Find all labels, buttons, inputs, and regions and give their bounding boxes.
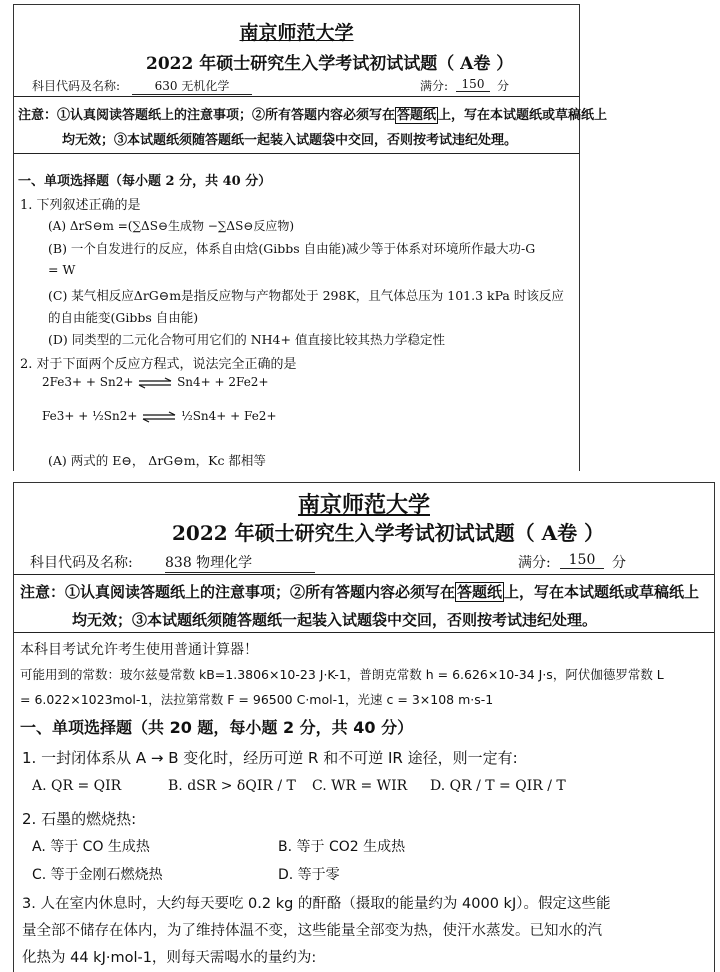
- subject-code-label: 科目代码及名称:: [32, 79, 121, 93]
- notice-suffix: 上，写在本试题纸或草稿纸上: [504, 583, 700, 601]
- divider: [14, 632, 714, 633]
- subject-code-label: 科目代码及名称:: [30, 555, 133, 571]
- exam-title: 2022 年硕士研究生入学考试初试试题（ A卷 ）: [146, 54, 514, 74]
- equilibrium-arrow-icon: [137, 377, 173, 389]
- question-2-stem: 2. 石墨的燃烧热:: [22, 810, 137, 828]
- university-name: 南京师范大学: [297, 492, 430, 518]
- equation-2-left: Fe3+ + ½Sn2+: [42, 409, 138, 423]
- question-2-option-c: C. 等于金刚石燃烧热: [32, 867, 163, 883]
- full-score-unit: 分: [612, 555, 626, 571]
- equation-1: [42, 375, 269, 389]
- constants-line-2: = 6.022×1023mol-1，法拉第常数 F = 96500 C·mol-1，光速 c = 3×108 m·s-1: [20, 692, 494, 707]
- option-a-label: (A): [48, 219, 67, 233]
- question-1-option-c: (C) 某气相反应ΔrG⊖m是指反应物与产物都处于 298K，且气体总压为 101.3 kPa 时该反应: [48, 288, 564, 303]
- question-1-option-b: (B) 一个自发进行的反应，体系自由焓(Gibbs 自由能)减少等于体系对环境所作最大功-G: [48, 241, 536, 256]
- question-2-option-b: B. 等于 CO2 生成热: [278, 839, 406, 855]
- notice-prefix: 注意：①认真阅读答题纸上的注意事项；②所有答题内容必须写在: [18, 108, 396, 123]
- question-1-stem: 1. 一封闭体系从 A → B 变化时，经历可逆 R 和不可逆 IR 途径，则一定有:: [22, 749, 518, 767]
- notice-prefix: 注意：①认真阅读答题纸上的注意事项；②所有答题内容必须写在: [20, 583, 456, 601]
- question-2-option-d: D. 等于零: [278, 867, 340, 883]
- question-2-option-a: A. 等于 CO 生成热: [32, 839, 150, 855]
- question-3-line-2: 量全部不储存在体内，为了维持体温不变，这些能量全部变为热，使汗水蒸发。已知水的汽: [22, 923, 602, 939]
- exam-sheet-physical-chemistry: [0, 482, 720, 971]
- divider: [14, 574, 714, 575]
- equation-1-left: 2Fe3+ + Sn2+: [42, 375, 134, 389]
- full-score-label: 满分:: [518, 555, 551, 571]
- equilibrium-arrow-icon: [141, 411, 177, 423]
- question-1-option-c-cont: 的自由能变(Gibbs 自由能): [48, 310, 199, 325]
- question-1-option-a: [48, 217, 294, 234]
- notice-line-2: 均无效；③本试题纸须随答题纸一起装入试题袋中交回，否则按考试违纪处理。: [72, 611, 598, 629]
- calculator-note: 本科目考试允许考生使用普通计算器！: [20, 642, 258, 658]
- divider: [14, 96, 579, 97]
- question-1-option-c: C. WR = WIR: [312, 778, 408, 794]
- equation-2: [42, 409, 277, 423]
- exam-title: 2022 年硕士研究生入学考试初试试题（ A卷 ）: [172, 521, 605, 545]
- full-score-label: 满分:: [420, 79, 449, 93]
- question-1-option-d: (D) 同类型的二元化合物可用它们的 NH4+ 值直接比较其热力学稳定性: [48, 332, 445, 347]
- divider: [14, 153, 579, 154]
- question-1-option-a: A. QR = QIR: [32, 778, 122, 794]
- equation-1-right: Sn4+ + 2Fe2+: [177, 375, 269, 389]
- question-1-option-d: D. QR / T = QIR / T: [430, 778, 566, 794]
- notice-boxed-word: 答题纸: [457, 583, 503, 601]
- notice-line-1: [18, 104, 607, 123]
- question-1-stem: 1. 下列叙述正确的是: [20, 198, 141, 213]
- notice-suffix: 上，写在本试题纸或草稿纸上: [438, 108, 608, 123]
- exam-sheet-inorganic: [0, 0, 720, 470]
- subject-code-value: 630 无机化学: [132, 77, 252, 95]
- full-score-value: 150: [456, 77, 490, 92]
- notice-line-1: [20, 581, 699, 602]
- option-a-formula: ΔrS⊖m =(∑ΔS⊖生成物 −∑ΔS⊖反应物): [69, 219, 295, 233]
- question-1-option-b: B. dSR > δQIR / T: [168, 778, 296, 794]
- university-name: 南京师范大学: [239, 22, 354, 44]
- question-3-line-1: 3. 人在室内休息时，大约每天要吃 0.2 kg 的酐酪（摄取的能量约为 4000 kJ）。假定这些能: [22, 896, 611, 912]
- question-3-line-3: 化热为 44 kJ·mol-1，则每天需喝水的量约为:: [22, 950, 317, 966]
- notice-boxed-word: 答题纸: [397, 108, 437, 123]
- section-title: 一、单项选择题（每小题 2 分，共 40 分）: [18, 174, 272, 189]
- constants-line-1: 可能用到的常数：玻尔兹曼常数 kB=1.3806×10-23 J·K-1，普朗克常数 h = 6.626×10-34 J·s，阿伏伽德罗常数 L: [20, 667, 664, 682]
- section-title: 一、单项选择题（共 20 题，每小题 2 分，共 40 分）: [20, 718, 414, 737]
- question-2-stem: 2. 对于下面两个反应方程式，说法完全正确的是: [20, 357, 297, 372]
- equation-2-right: ½Sn4+ + Fe2+: [181, 409, 277, 423]
- sheet-border: [13, 4, 580, 471]
- notice-line-2: 均无效；③本试题纸须随答题纸一起装入试题袋中交回，否则按考试违纪处理。: [62, 133, 518, 148]
- subject-code-value: 838 物理化学: [165, 552, 315, 573]
- full-score-unit: 分: [497, 79, 510, 93]
- question-2-option-a: (A) 两式的 E⊖， ΔrG⊖m，Kc 都相等: [48, 453, 266, 468]
- full-score-value: 150: [560, 552, 604, 569]
- question-1-option-b-cont: = W: [48, 262, 76, 277]
